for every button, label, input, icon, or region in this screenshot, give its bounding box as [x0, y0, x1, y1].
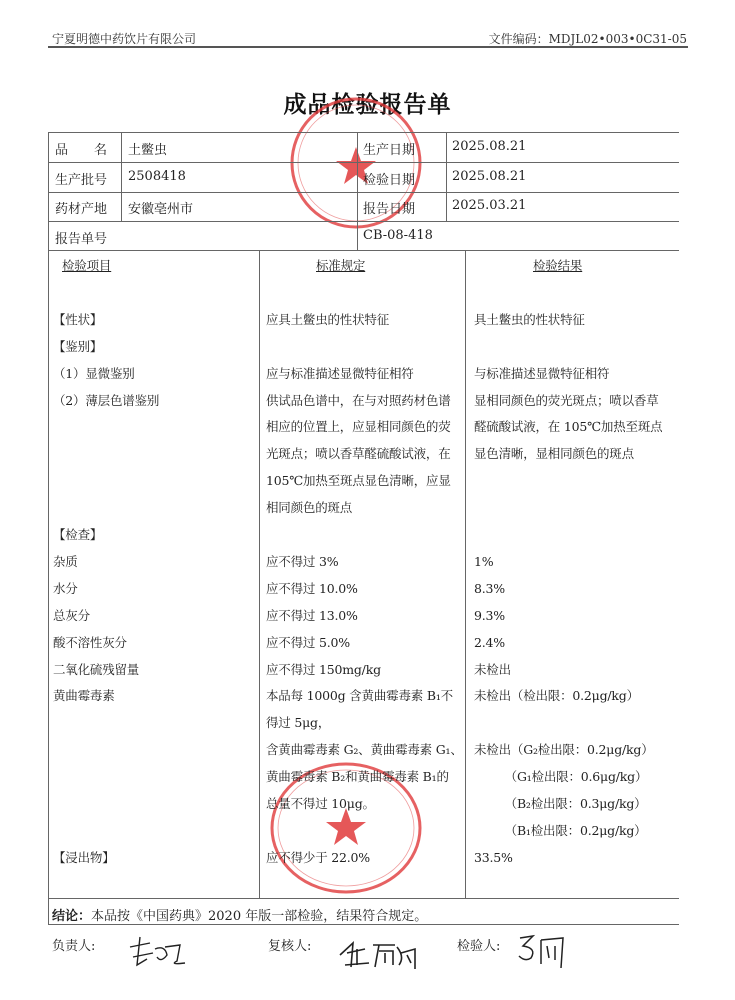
row-standard-cell: 总量不得过 10μg。 — [266, 796, 375, 811]
row-standard-cell: 供试品色谱中，在与对照药材色谱 — [266, 392, 451, 408]
inspector-label: 检验人: — [457, 939, 501, 954]
row-item-cell: 【检查】 — [53, 527, 103, 542]
page-title: 成品检验报告单 — [283, 91, 452, 118]
row-item-cell: 杂质 — [53, 553, 78, 569]
row-standard-cell: 相同颜色的斑点 — [266, 500, 353, 516]
origin-value: 安徽亳州市 — [128, 202, 194, 217]
row-result-cell: 显色清晰，显相同颜色的斑点 — [474, 446, 634, 462]
row-standard-cell: 相应的位置上，应显相同颜色的荧 — [266, 419, 451, 435]
responsible-signature — [125, 935, 195, 975]
row-item-cell: 总灰分 — [53, 607, 90, 623]
report-date-value: 2025.03.21 — [452, 198, 527, 213]
responsible-label: 负责人: — [52, 939, 96, 954]
conclusion-text: 本品按《中国药典》2020 年版一部检验，结果符合规定。 — [91, 909, 428, 924]
company-name: 宁夏明德中药饮片有限公司 — [52, 32, 197, 46]
row-item-cell: 酸不溶性灰分 — [53, 634, 127, 650]
product-name-label: 品 名 — [55, 143, 108, 158]
row-result-cell: 显相同颜色的荧光斑点；喷以香草 — [474, 392, 659, 408]
origin-label: 药材产地 — [55, 202, 108, 217]
row-standard-cell: 本品每 1000g 含黄曲霉毒素 B₁不 — [266, 688, 453, 704]
report-date-label: 报告日期 — [363, 202, 416, 217]
row-item-cell: 【性状】 — [53, 311, 103, 327]
row-result-cell: 8.3% — [474, 580, 505, 596]
row-result-cell: 醛硫酸试液，在 105℃加热至斑点 — [474, 419, 663, 435]
product-name-value: 土鳖虫 — [128, 143, 168, 158]
row-result-cell: 具土鳖虫的性状特征 — [474, 311, 585, 327]
row-result-cell: 与标准描述显微特征相符 — [474, 365, 610, 381]
row-result-cell: 未检出（检出限：0.2μg/kg） — [474, 688, 639, 704]
row-result-cell: 未检出 — [474, 661, 511, 677]
row-item-cell: （1）显微鉴别 — [53, 365, 135, 381]
inspector-signature — [515, 932, 585, 976]
row-standard-cell: 应与标准描述显微特征相符 — [266, 365, 414, 381]
row-result-cell: （G₁检出限：0.6μg/kg） — [474, 769, 648, 785]
row-item-cell: 黄曲霉毒素 — [53, 688, 115, 704]
test-date-label: 检验日期 — [363, 173, 416, 188]
test-date-value: 2025.08.21 — [452, 169, 527, 184]
row-result-cell: 33.5% — [474, 849, 513, 865]
column-header-result: 检验结果 — [533, 258, 583, 273]
row-result-cell: （B₂检出限：0.3μg/kg） — [474, 796, 647, 811]
document-code: 文件编码：MDJL02•003•0C31-05 — [488, 32, 687, 46]
row-item-cell: 二氧化硫残留量 — [53, 661, 140, 677]
row-item-cell: 【浸出物】 — [53, 849, 115, 865]
row-standard-cell: 黄曲霉毒素 B₂和黄曲霉毒素 B₁的 — [266, 769, 449, 785]
row-standard-cell: 含黄曲霉毒素 G₂、黄曲霉毒素 G₁、 — [266, 742, 463, 758]
report-number-label: 报告单号 — [55, 232, 108, 247]
conclusion-label: 结论： — [52, 909, 92, 924]
row-standard-cell: 光斑点；喷以香草醛硫酸试液，在 — [266, 446, 451, 462]
production-date-value: 2025.08.21 — [452, 139, 527, 154]
row-standard-cell: 应不得过 3% — [266, 553, 339, 569]
row-result-cell: 9.3% — [474, 607, 505, 623]
header-divider — [48, 46, 688, 48]
reviewer-signature — [335, 935, 425, 975]
production-date-label: 生产日期 — [363, 143, 416, 158]
report-number-value: CB-08-418 — [363, 228, 433, 243]
batch-label: 生产批号 — [55, 173, 108, 188]
row-standard-cell: 应不得过 13.0% — [266, 607, 358, 623]
row-item-cell: （2）薄层色谱鉴别 — [53, 392, 160, 408]
row-item-cell: 【鉴别】 — [53, 338, 103, 354]
row-standard-cell: 应具土鳖虫的性状特征 — [266, 311, 390, 327]
row-item-cell: 水分 — [53, 580, 78, 596]
row-result-cell: （B₁检出限：0.2μg/kg） — [474, 822, 647, 838]
reviewer-label: 复核人: — [268, 939, 312, 954]
row-standard-cell: 得过 5μg， — [266, 715, 331, 731]
row-standard-cell: 105℃加热至斑点显色清晰，应显 — [266, 473, 451, 489]
row-result-cell: 2.4% — [474, 634, 505, 650]
row-result-cell: 未检出（G₂检出限：0.2μg/kg） — [474, 742, 654, 758]
conclusion — [52, 905, 427, 924]
row-standard-cell: 应不得过 10.0% — [266, 580, 358, 596]
column-header-standard: 标准规定 — [316, 258, 366, 273]
batch-value: 2508418 — [128, 169, 186, 184]
column-header-item: 检验项目 — [62, 258, 112, 273]
row-standard-cell: 应不得过 5.0% — [266, 634, 350, 650]
row-result-cell: 1% — [474, 553, 494, 569]
row-standard-cell: 应不得少于 22.0% — [266, 849, 370, 865]
row-standard-cell: 应不得过 150mg/kg — [266, 661, 381, 677]
